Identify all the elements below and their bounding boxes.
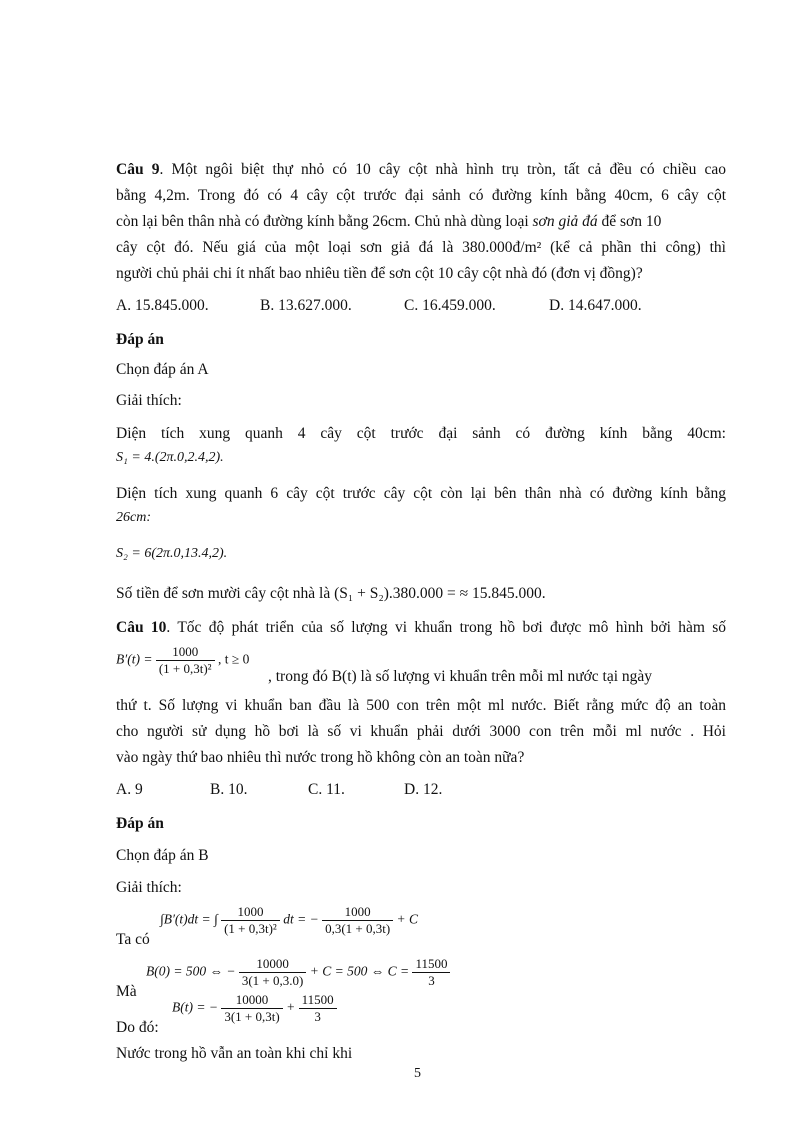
q10-title: Câu 10 [116, 619, 167, 636]
q10-int-tail: + C [396, 911, 419, 927]
q10-b0-fraction-1 [239, 956, 307, 989]
q10-b0-num: 10000 [239, 956, 307, 973]
q10-b0-formula [146, 956, 450, 989]
q10-taco: Ta có [116, 931, 150, 948]
q10-option-b: B. 10. [210, 781, 248, 798]
q10-b0-den: 3(1 + 0,3.0) [241, 973, 304, 988]
q10-bt-den2: 3 [314, 1009, 321, 1024]
q9-line-2: bằng 4,2m. Trong đó có 4 cây cột trước đại sảnh có đường kính bằng 40cm, 6 cây cột [116, 187, 726, 204]
q10-int-num2: 1000 [322, 904, 393, 921]
q10-line-2-tail: , trong đó B(t) là số lượng vi khuẩn trên mỗi ml nước tại ngày [268, 668, 653, 685]
q9-line-5: người chủ phải chi ít nhất bao nhiêu tiền để sơn cột 10 cây cột nhà đó (đơn vị đồng)? [116, 265, 643, 282]
q10-line-3: thứ t. Số lượng vi khuẩn ban đầu là 500 con trên một ml nước. Biết rằng mức độ an toàn [116, 697, 726, 714]
q10-b0-num2: 11500 [412, 956, 450, 973]
q10-derivative-formula [116, 644, 249, 677]
q9-line-3-em: sơn giả đá [532, 213, 598, 230]
q9-line-3a: còn lại bên thân nhà có đường kính bằng 26cm. Chủ nhà dùng loại [116, 213, 533, 230]
q10-line-4: cho người sử dụng hồ bơi là số vi khuẩn phải dưới 3000 con trên mỗi ml nước . Hỏi [116, 723, 726, 740]
q10-line-1 [116, 618, 726, 638]
q9-answer: Chọn đáp án A [116, 361, 209, 378]
q10-bt-num: 10000 [221, 992, 282, 1009]
q9-explain-label: Giải thích: [116, 392, 182, 409]
q10-int-mid: dt = − [283, 911, 319, 927]
q10-deriv-den: (1 + 0,3t)² [158, 661, 212, 676]
q10-int-den2: 0,3(1 + 0,3t) [325, 921, 391, 936]
q10-int-num: 1000 [221, 904, 280, 921]
q9-option-b: B. 13.627.000. [260, 297, 352, 314]
q10-line-5: vào ngày thứ bao nhiêu thì nước trong hồ không còn an toàn nữa? [116, 749, 525, 766]
q9-option-c: C. 16.459.000. [404, 297, 496, 314]
q10-deriv-num: 1000 [156, 644, 215, 661]
q10-int-den: (1 + 0,3t)² [224, 921, 277, 936]
q9-explain-2: Diện tích xung quanh 6 cây cột trước cây cột còn lại bên thân nhà có đường kính bằng [116, 485, 726, 502]
q10-option-d: D. 12. [404, 781, 443, 798]
q10-bt-fraction-2 [299, 992, 337, 1025]
q10-dodo: Do đó: [116, 1019, 159, 1036]
q10-line-1-text: . Tốc độ phát triển của số lượng vi khuẩn trong hồ bơi được mô hình bởi hàm số [166, 619, 726, 636]
q9-line-1-text: . Một ngôi biệt thự nhỏ có 10 cây cột nhà hình trụ tròn, tất cả đều có chiều cao [159, 161, 726, 178]
q10-b0-lhs: B(0) = 500 ⇔ − [146, 963, 236, 979]
q9-answer-heading: Đáp án [116, 331, 164, 348]
q10-last-line: Nước trong hồ vẫn an toàn khi chỉ khi [116, 1045, 353, 1062]
q10-deriv-fraction [156, 644, 215, 677]
q9-option-d: D. 14.647.000. [549, 297, 642, 314]
q9-line-3 [116, 212, 661, 232]
q10-explain-label: Giải thích: [116, 879, 182, 896]
q10-bt-mid: + [286, 999, 296, 1015]
q10-int-fraction-2 [322, 904, 393, 937]
page-number: 5 [414, 1066, 421, 1081]
q10-b0-den2: 3 [428, 973, 435, 988]
q10-ma: Mà [116, 983, 137, 1000]
q9-explain-2b: 26cm: [116, 510, 151, 525]
q9-s1-formula: S₁ = 4.(2π.0,2.4,2). [116, 450, 224, 465]
q9-s2-formula: S₂ = 6(2π.0,13.4,2). [116, 546, 228, 561]
q10-b0-fraction-2 [412, 956, 450, 989]
q10-bt-den: 3(1 + 0,3t) [224, 1009, 280, 1024]
q10-int-fraction-1 [221, 904, 280, 937]
q10-integral-formula [160, 904, 418, 937]
q10-deriv-cond: , t ≥ 0 [217, 651, 250, 667]
q10-bt-num2: 11500 [299, 992, 337, 1009]
q10-int-lhs: ∫B′(t)dt = ∫ [160, 911, 218, 927]
q9-explain-1: Diện tích xung quanh 4 cây cột trước đại sảnh có đường kính bằng 40cm: [116, 425, 726, 442]
q10-b0-mid: + C = 500 ⇔ C = [309, 963, 410, 979]
q9-title: Câu 9 [116, 161, 160, 178]
q10-deriv-lhs: B′(t) = [116, 651, 153, 667]
q10-answer: Chọn đáp án B [116, 847, 209, 864]
q10-answer-heading: Đáp án [116, 815, 164, 832]
q9-line-4: cây cột đó. Nếu giá của một loại sơn giả đá là 380.000đ/m² (kể cả phần thi công) thì [116, 239, 726, 256]
q10-bt-lhs: B(t) = − [172, 999, 218, 1015]
q10-option-a: A. 9 [116, 781, 143, 798]
q10-bt-formula [172, 992, 337, 1025]
q9-line-3b: để sơn 10 [597, 213, 662, 230]
q9-line-1 [116, 160, 726, 180]
q10-bt-fraction-1 [221, 992, 282, 1025]
q9-option-a: A. 15.845.000. [116, 297, 209, 314]
q10-option-c: C. 11. [308, 781, 345, 798]
q9-cost: Số tiền để sơn mười cây cột nhà là (S₁ + S₂).380.000 = ≈ 15.845.000. [116, 585, 546, 602]
